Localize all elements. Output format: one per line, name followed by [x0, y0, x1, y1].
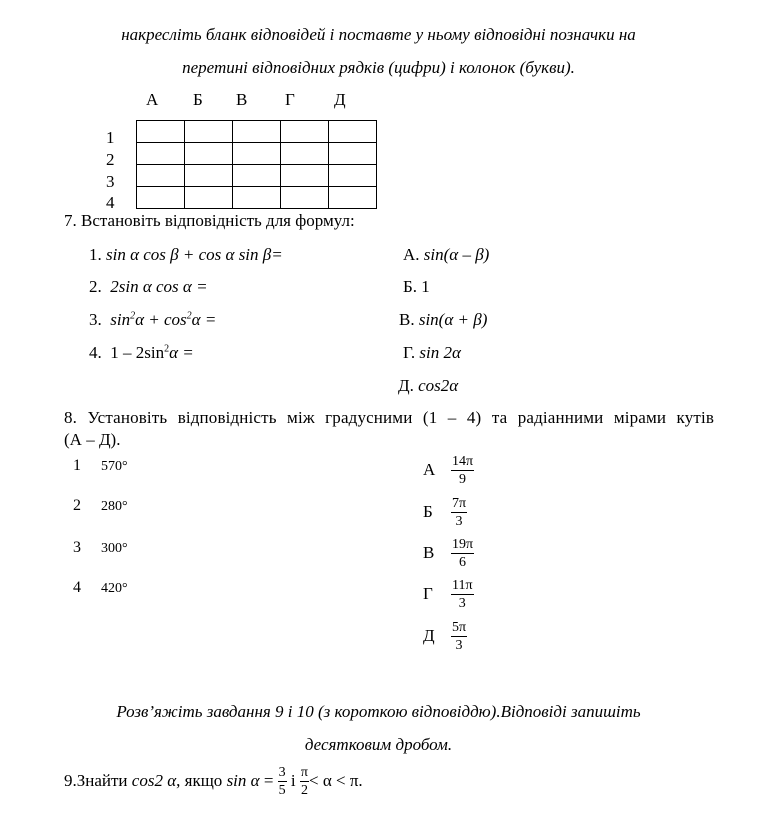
section-line-1: Розв’яжіть завдання 9 і 10 (з короткою відповіддю).Відповіді запишіть: [116, 702, 641, 721]
grid-cell[interactable]: [185, 187, 233, 209]
grid-cell[interactable]: [233, 187, 281, 209]
degree-item-2: 2 280°: [73, 497, 128, 514]
grid-cell[interactable]: [185, 165, 233, 187]
grid-cell[interactable]: [233, 143, 281, 165]
radian-item-g: Г $\frac{11\pi}{3}$: [423, 578, 473, 611]
grid-cell[interactable]: [137, 143, 185, 165]
grid-cell[interactable]: [185, 143, 233, 165]
grid-column-label: Д: [334, 90, 346, 109]
formula: 2sin α cos α =: [110, 277, 208, 296]
grid-cell[interactable]: [329, 121, 377, 143]
instruction-line-2: перетині відповідних рядків (цифри) і колонок (букви).: [182, 58, 575, 77]
item-number: 3.: [89, 310, 102, 329]
fraction-3-5: $\frac{3}{5}$: [278, 765, 286, 798]
grid-cell[interactable]: [233, 121, 281, 143]
radian-item-b: Б $\frac{7\pi}{3}$: [423, 496, 467, 529]
degree-item-1: 1 570°: [73, 457, 128, 474]
item-number: 2.: [89, 277, 102, 296]
fraction-pi-2: $\frac{\pi}{2}$: [300, 765, 308, 798]
grid-cell[interactable]: [329, 165, 377, 187]
grid-cell[interactable]: [233, 165, 281, 187]
grid-cell[interactable]: [185, 121, 233, 143]
grid-column-label: В: [236, 90, 248, 109]
task8-title-line-2: (А – Д).: [64, 430, 121, 449]
formula: sin α cos β + cos α sin β=: [106, 245, 283, 264]
grid-column-label: Б: [193, 90, 203, 109]
task7-left-item-4: [89, 343, 194, 363]
task7-right-item-g: Г. sin 2α: [403, 343, 461, 362]
task7-right-item-b: Б. 1: [403, 277, 430, 296]
grid-row-label: 2: [106, 150, 115, 169]
task9: 9.Знайти cos2 α, якщо sin α = $\frac{3}{5}$ і $\frac{\pi}{2}$ < α < π.: [64, 765, 363, 798]
task7-left-item-3: [89, 310, 216, 330]
degree-item-3: 3 300°: [73, 539, 128, 556]
task7-left-item-2: [89, 277, 208, 297]
degree-item-4: 4 420°: [73, 579, 128, 596]
item-number: 1.: [89, 245, 102, 264]
instruction-line-1: накресліть бланк відповідей і поставте у ньому відповідні позначки на: [121, 25, 636, 44]
grid-column-label: А: [146, 90, 159, 109]
grid-cell[interactable]: [281, 187, 329, 209]
grid-cell[interactable]: [281, 165, 329, 187]
formula: $1 - 2\sin^2\alpha$ =: [110, 343, 194, 362]
grid-cell[interactable]: [281, 121, 329, 143]
task7-left-item-1: [89, 245, 283, 265]
grid-cell[interactable]: [137, 187, 185, 209]
grid-cell[interactable]: [137, 165, 185, 187]
grid-cell[interactable]: [137, 121, 185, 143]
task7-title: 7. Встановіть відповідність для формул:: [64, 211, 355, 230]
grid-row-label: 3: [106, 172, 115, 191]
radian-item-v: В $\frac{19\pi}{6}$: [423, 537, 474, 570]
formula: $\sin^2\alpha + \cos^2\alpha$ =: [110, 310, 217, 329]
section-line-2: десятковим дробом.: [304, 735, 453, 754]
grid-cell[interactable]: [281, 143, 329, 165]
radian-item-d: Д $\frac{5\pi}{3}$: [423, 620, 467, 653]
grid-row-label: 1: [106, 128, 115, 147]
radian-item-a: А $\frac{14\pi}{9}$: [423, 454, 474, 487]
grid-row-label: 4: [106, 193, 115, 212]
grid-cell[interactable]: [329, 143, 377, 165]
answer-grid-table: [136, 120, 377, 209]
item-number: 4.: [89, 343, 102, 362]
task7-right-item-a: А. sin(α – β): [403, 245, 490, 264]
grid-cell[interactable]: [329, 187, 377, 209]
task7-right-item-d: Д. cos2α: [398, 376, 459, 395]
task7-right-item-v: В. sin(α + β): [399, 310, 488, 329]
grid-column-label: Г: [285, 90, 295, 109]
task8-title-line-1: 8. Установіть відповідність між градусними (1 – 4) та радіанними мірами кутів: [64, 408, 714, 427]
